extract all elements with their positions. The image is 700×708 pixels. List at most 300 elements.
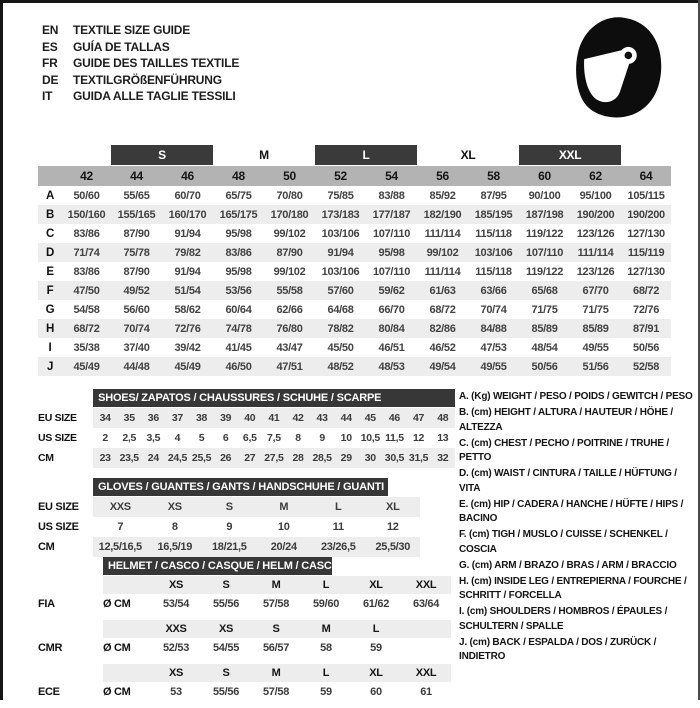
helmet-icon <box>571 15 665 128</box>
measure-value: 83/86 <box>73 265 100 278</box>
size-label-58: 58 <box>468 166 519 186</box>
shoes-value: 13 <box>437 432 449 444</box>
diameter-unit-label: Ø CM <box>103 686 131 698</box>
measure-value: 54/58 <box>73 303 100 316</box>
measure-value: 150/160 <box>62 205 111 224</box>
shoes-row-label: CM <box>38 452 54 464</box>
shoes-value: 23,5 <box>117 448 141 468</box>
legend-line: H. (cm) INSIDE LEG / ENTREPIERNA / FOURCHE / <box>459 575 687 587</box>
measure-value: 72/76 <box>162 319 213 338</box>
row-letter-f: F <box>38 281 62 300</box>
helmet-sizes-spacer <box>38 576 103 594</box>
helmet-values-row-ece <box>38 682 451 702</box>
measure-value: 66/70 <box>378 303 405 316</box>
helmet-values-row-fia <box>38 594 451 614</box>
legend-item-f <box>459 528 697 557</box>
measure-value: 37/40 <box>123 341 150 354</box>
measure-value: 64/68 <box>327 303 354 316</box>
legend-line: D. (cm) WAIST / CINTURA / TAILLE / HÜFTUNG / VITA <box>459 468 677 494</box>
main-table-corner <box>38 145 62 166</box>
size-group-xxl <box>519 145 621 166</box>
legend-item-h <box>459 575 697 604</box>
measure-value: 111/114 <box>424 265 461 278</box>
helmet-value: 61/62 <box>362 598 390 610</box>
measure-value: 46/50 <box>213 357 264 376</box>
measure-value: 95/98 <box>225 265 252 278</box>
gloves-value: 7 <box>117 521 124 533</box>
measure-value: 55/58 <box>264 281 315 300</box>
gloves-bar-spacer <box>38 478 93 497</box>
helmet-value: 63/64 <box>413 598 440 610</box>
measure-value: 35/38 <box>73 341 100 354</box>
measure-value: 95/100 <box>579 189 612 202</box>
size-group-xl <box>417 145 519 166</box>
measure-value: 182/190 <box>417 205 468 224</box>
shoes-value: 34 <box>93 408 117 428</box>
gloves-value: L <box>311 497 366 517</box>
shoes-value: 26 <box>214 448 238 468</box>
measure-value: 49/54 <box>417 357 468 376</box>
helmet-value: 57/58 <box>262 686 290 698</box>
measure-value: 60/70 <box>174 189 201 202</box>
measure-value: 187/198 <box>519 205 570 224</box>
shoes-row-eu-size <box>38 408 455 428</box>
measure-row-a <box>38 186 671 205</box>
gloves-size-table <box>38 478 420 557</box>
measure-value: 48/53 <box>366 357 417 376</box>
gloves-section-title: GLOVES / GUANTES / GANTS / HANDSCHUHE / GUANTI <box>93 478 388 496</box>
gloves-row-us-size <box>38 517 420 537</box>
standard-label-fia: FIA <box>38 598 55 610</box>
measure-value: 115/119 <box>621 243 671 262</box>
lang-code: EN <box>42 23 59 37</box>
helmet-size-label: M <box>251 576 301 594</box>
legend-line: SCHULTERN / SPALLE <box>459 620 564 632</box>
measure-value: 111/114 <box>424 227 461 240</box>
helmet-sizes-row-ece <box>38 664 451 682</box>
measure-value: 56/60 <box>123 303 150 316</box>
helmet-value: 54/55 <box>212 642 240 654</box>
measure-value: 41/45 <box>225 341 252 354</box>
measure-value: 46/51 <box>378 341 405 354</box>
gloves-row-label: US SIZE <box>38 521 79 533</box>
size-group-label-xxl: XXL <box>519 145 621 165</box>
shoes-value: 24,5 <box>165 448 189 468</box>
lang-row-en <box>42 22 239 39</box>
legend-line: E. (cm) HIP / CADERA / HANCHE / HÜFTE / HIPS / BACINO <box>459 498 684 524</box>
size-label-64: 64 <box>621 166 671 186</box>
shoes-value: 2,5 <box>122 432 137 444</box>
gloves-value: 16,5/19 <box>148 537 203 557</box>
measure-value: 45/49 <box>62 357 111 376</box>
helmet-value: 52/53 <box>162 642 190 654</box>
helmet-size-label: S <box>201 664 251 682</box>
helmet-value: 56/57 <box>262 642 290 654</box>
shoes-value: 2 <box>102 432 108 444</box>
measure-value: 115/118 <box>475 265 512 278</box>
helmet-sizes-spacer <box>38 620 103 638</box>
lang-row-de <box>42 72 239 89</box>
size-label-46: 46 <box>162 166 213 186</box>
measure-row-h <box>38 319 671 338</box>
measure-value: 111/114 <box>570 243 621 262</box>
shoes-value: 28 <box>286 448 310 468</box>
helmet-size-label: XL <box>351 664 401 682</box>
measurement-legend <box>459 390 697 666</box>
shoes-value: 48 <box>431 408 455 428</box>
size-row-spacer <box>38 166 62 186</box>
shoes-value: 25,5 <box>190 448 214 468</box>
measure-value: 177/187 <box>366 205 417 224</box>
measure-value: 44/48 <box>111 357 162 376</box>
measure-value: 83/88 <box>378 189 405 202</box>
gloves-row-eu-size <box>38 497 420 517</box>
size-label-60: 60 <box>519 166 570 186</box>
measure-value: 47/53 <box>480 341 507 354</box>
measure-value: 190/200 <box>570 205 621 224</box>
size-group-label-s: S <box>111 145 213 165</box>
measure-row-d <box>38 243 671 262</box>
standard-label-ece: ECE <box>38 686 60 698</box>
shoes-value: 40 <box>238 408 262 428</box>
measure-value: 91/94 <box>174 265 201 278</box>
shoes-value: 44 <box>334 408 358 428</box>
shoes-value: 45 <box>358 408 382 428</box>
legend-line: B. (cm) HEIGHT / ALTURA / HAUTEUR / HÖHE / ALTEZZA <box>459 407 674 433</box>
measure-value: 95/98 <box>225 227 252 240</box>
shoes-value: 46 <box>382 408 406 428</box>
lang-code: FR <box>42 56 58 70</box>
size-group-s <box>111 145 213 166</box>
measure-value: 39/42 <box>174 341 201 354</box>
measure-value: 107/110 <box>519 243 570 262</box>
helmet-size-label: XXS <box>151 620 201 638</box>
gloves-value: 18/21,5 <box>202 537 257 557</box>
measure-value: 115/118 <box>475 227 512 240</box>
measure-value: 59/62 <box>366 281 417 300</box>
measure-value: 160/170 <box>162 205 213 224</box>
measure-value: 170/180 <box>264 205 315 224</box>
shoes-value: 38 <box>190 408 214 428</box>
size-label-42: 42 <box>62 166 111 186</box>
shoes-value: 10,5 <box>360 432 380 444</box>
row-letter-c: C <box>45 227 54 240</box>
measure-value: 71/74 <box>62 243 111 262</box>
measure-value: 87/90 <box>123 265 150 278</box>
row-letter-e: E <box>46 265 54 278</box>
shoes-value: 4 <box>174 432 181 444</box>
measure-value: 47/51 <box>264 357 315 376</box>
legend-item-e <box>459 498 697 527</box>
lang-code: ES <box>42 39 58 54</box>
measure-value: 91/94 <box>174 227 201 240</box>
measure-value: 165/175 <box>213 205 264 224</box>
shoes-value: 28,5 <box>310 448 334 468</box>
shoes-value: 32 <box>431 448 455 468</box>
shoes-value: 5 <box>198 432 205 444</box>
measure-value: 173/183 <box>315 205 366 224</box>
measure-value: 119/122 <box>526 227 564 240</box>
lang-title: TEXTILE SIZE GUIDE <box>73 23 191 37</box>
size-label-52: 52 <box>315 166 366 186</box>
measure-value: 84/88 <box>468 319 519 338</box>
measure-row-c <box>38 224 671 243</box>
measure-value: 48/52 <box>315 357 366 376</box>
measure-value: 90/100 <box>528 189 561 202</box>
measure-value: 51/56 <box>570 357 621 376</box>
legend-line: A. (Kg) WEIGHT / PESO / POIDS / GEWITCH / PESO <box>459 391 693 402</box>
measure-row-j <box>38 357 671 376</box>
shoes-value: 3,5 <box>146 432 161 444</box>
shoes-value: 37 <box>165 408 189 428</box>
textile-size-table <box>38 145 671 376</box>
shoes-value: 30 <box>358 448 382 468</box>
lang-code: IT <box>42 89 53 103</box>
measure-value: 103/106 <box>321 227 360 240</box>
numeric-size-row <box>38 166 671 186</box>
measure-value: 75/85 <box>327 189 354 202</box>
measure-value: 68/72 <box>429 303 456 316</box>
helmet-value: 59 <box>370 642 382 654</box>
shoes-value: 30,5 <box>382 448 406 468</box>
shoes-row-us-size <box>38 428 455 448</box>
shoes-value: 35 <box>117 408 141 428</box>
measure-value: 68/72 <box>621 281 671 300</box>
legend-item-g <box>459 559 697 574</box>
measure-row-b <box>38 205 671 224</box>
gloves-row-cm <box>38 537 420 557</box>
gloves-value: 11 <box>332 521 344 533</box>
measure-value: 67/70 <box>570 281 621 300</box>
shoes-row-label: EU SIZE <box>38 412 77 424</box>
measure-value: 190/200 <box>621 205 671 224</box>
gloves-row-label: CM <box>38 541 55 553</box>
helmet-section-title: HELMET / CASCO / CASQUE / HELM / CASCO <box>103 557 332 575</box>
measure-value: 99/102 <box>273 265 306 278</box>
measure-value: 43/47 <box>276 341 303 354</box>
size-group-m <box>213 145 315 166</box>
shoes-value: 8 <box>295 432 301 444</box>
size-label-44: 44 <box>111 166 162 186</box>
row-letter-a: A <box>45 189 54 202</box>
measure-value: 82/86 <box>417 319 468 338</box>
measure-value: 127/130 <box>627 265 665 278</box>
row-letter-d: D <box>38 243 62 262</box>
shoes-bar-spacer <box>38 389 93 408</box>
shoes-value: 7,5 <box>267 432 281 444</box>
shoes-value: 9 <box>319 432 325 444</box>
legend-line: C. (cm) CHEST / PECHO / POITRINE / TRUHE / PETTO <box>459 437 669 463</box>
shoes-value: 23 <box>93 448 117 468</box>
measure-value: 155/165 <box>111 205 162 224</box>
measure-value: 76/80 <box>264 319 315 338</box>
gloves-value: XXS <box>93 497 148 517</box>
measure-value: 85/89 <box>570 319 621 338</box>
gloves-value: 25,5/30 <box>366 537 421 557</box>
gloves-value: 12 <box>386 521 399 533</box>
legend-line: J. (cm) BACK / ESPALDA / DOS / ZURÜCK / INDIETRO <box>459 636 657 662</box>
helmet-value <box>401 638 451 658</box>
measure-value: 99/102 <box>417 243 468 262</box>
page-border-top <box>0 0 700 3</box>
measure-value: 60/64 <box>225 303 252 316</box>
size-group-spacer <box>62 145 111 166</box>
measure-value: 103/106 <box>468 243 519 262</box>
helmet-value: 55/56 <box>212 686 240 698</box>
legend-line: I. (cm) SHOULDERS / HOMBROS / ÉPAULES / <box>459 606 668 617</box>
helmet-value: 57/58 <box>262 598 290 610</box>
helmet-size-label: XS <box>151 576 201 594</box>
shoes-value: 27 <box>238 448 262 468</box>
measure-value: 58/62 <box>174 303 201 316</box>
measure-value: 71/75 <box>531 303 558 316</box>
helmet-header-bar-cell <box>103 557 451 576</box>
measure-value: 85/92 <box>429 189 456 202</box>
measure-value: 103/106 <box>321 265 360 278</box>
shoes-value: 27,5 <box>262 448 286 468</box>
lang-row-it <box>42 88 239 105</box>
measure-value: 62/66 <box>276 303 303 316</box>
helmet-size-label: XXL <box>401 576 451 594</box>
measure-value: 50/60 <box>73 189 100 202</box>
legend-line: F. (cm) TIGH / MUSLO / CUISSE / SCHENKEL / COSCIA <box>459 529 668 555</box>
legend-line: G. (cm) ARM / BRAZO / BRAS / ARM / BRACCIO <box>459 559 677 571</box>
helmet-size-label <box>401 620 451 638</box>
size-label-62: 62 <box>570 166 621 186</box>
shoes-value: 24 <box>141 448 165 468</box>
measure-value: 55/65 <box>123 189 150 202</box>
measure-value: 70/80 <box>276 189 303 202</box>
row-letter-i: I <box>48 341 52 354</box>
gloves-row-label: EU SIZE <box>38 501 79 513</box>
shoes-value: 41 <box>262 408 286 428</box>
legend-item-i <box>459 605 697 634</box>
helmet-value: 53 <box>170 686 182 698</box>
row-letter-g: G <box>45 303 55 316</box>
shoes-value: 47 <box>406 408 430 428</box>
gloves-value: 9 <box>226 521 233 533</box>
lang-row-fr <box>42 55 239 72</box>
helmet-sizes-unit-spacer <box>103 576 151 594</box>
helmet-size-label: XL <box>351 576 401 594</box>
helmet-value: 55/56 <box>212 598 240 610</box>
measure-value: 49/52 <box>111 281 162 300</box>
measure-value: 72/76 <box>633 303 660 316</box>
row-letter-b: B <box>38 205 62 224</box>
helmet-sizes-row-cmr <box>38 620 451 638</box>
measure-value: 52/58 <box>621 357 671 376</box>
gloves-value: 10 <box>277 521 290 533</box>
legend-line: SCHRITT / FORCELLA <box>459 590 562 601</box>
measure-value: 87/90 <box>264 243 315 262</box>
measure-value: 107/110 <box>372 265 411 278</box>
measure-value: 70/74 <box>480 303 507 316</box>
size-group-label-l: L <box>315 145 417 165</box>
measure-value: 74/78 <box>213 319 264 338</box>
helmet-value: 53/54 <box>162 598 190 610</box>
lang-row-es <box>42 39 239 56</box>
helmet-value: 60 <box>370 686 382 698</box>
shoes-row-label: US SIZE <box>38 432 77 444</box>
measure-value: 63/66 <box>468 281 519 300</box>
shoes-value: 39 <box>214 408 238 428</box>
shoes-value: 31,5 <box>406 448 430 468</box>
shoes-value: 29 <box>334 448 358 468</box>
measure-value: 127/130 <box>627 227 665 240</box>
legend-item-d <box>459 467 697 496</box>
lang-title: TEXTILGRÖßENFÜHRUNG <box>73 72 222 87</box>
helmet-size-label: XS <box>151 664 201 682</box>
helmet-size-label: M <box>301 620 351 638</box>
helmet-size-label: S <box>201 576 251 594</box>
page-border-left <box>0 0 3 700</box>
helmet-sizes-unit-spacer <box>103 664 151 682</box>
shoes-value: 36 <box>141 408 165 428</box>
measure-value: 65/75 <box>225 189 252 202</box>
measure-value: 123/126 <box>576 227 615 240</box>
measure-row-i <box>38 338 671 357</box>
legend-item-j <box>459 636 697 665</box>
lang-title: GUIDE DES TAILLES TEXTILE <box>73 56 240 70</box>
gloves-value: XL <box>366 497 421 517</box>
measure-value: 45/50 <box>327 341 354 354</box>
helmet-sizes-row-fia <box>38 576 451 594</box>
measure-value: 45/49 <box>162 357 213 376</box>
standard-label-cmr: CMR <box>38 642 63 654</box>
measure-value: 50/56 <box>633 341 660 354</box>
diameter-unit-label: Ø CM <box>103 598 131 610</box>
helmet-size-label: L <box>351 620 401 638</box>
gloves-value: 23/26,5 <box>311 537 366 557</box>
measure-row-e <box>38 262 671 281</box>
measure-value: 107/110 <box>372 227 411 240</box>
measure-value: 61/63 <box>417 281 468 300</box>
measure-value: 46/52 <box>429 341 456 354</box>
shoes-value: 6 <box>222 432 229 444</box>
shoes-value: 12 <box>412 432 425 444</box>
shoes-row-cm <box>38 448 455 468</box>
size-group-label-m: M <box>259 148 269 162</box>
measure-value: 87/95 <box>480 189 507 202</box>
helmet-bar-spacer <box>38 557 103 576</box>
legend-item-c <box>459 437 697 466</box>
measure-value: 85/89 <box>519 319 570 338</box>
measure-value: 49/55 <box>582 341 609 354</box>
measure-value: 105/115 <box>627 189 665 202</box>
helmet-size-label: L <box>301 576 351 594</box>
measure-value: 87/91 <box>621 319 671 338</box>
size-label-48: 48 <box>213 166 264 186</box>
helmet-size-label: L <box>301 664 351 682</box>
helmet-row-spacer <box>38 702 451 708</box>
measure-value: 51/54 <box>162 281 213 300</box>
measure-value: 79/82 <box>162 243 213 262</box>
lang-title: GUIDA ALLE TAGLIE TESSILI <box>73 89 236 103</box>
helmet-sizes-unit-spacer <box>103 620 151 638</box>
helmet-size-label: M <box>251 664 301 682</box>
measure-value: 57/60 <box>315 281 366 300</box>
gloves-value: 8 <box>171 521 178 533</box>
measure-value: 70/74 <box>111 319 162 338</box>
size-group-l <box>315 145 417 166</box>
measure-row-f <box>38 281 671 300</box>
measure-value: 87/90 <box>123 227 150 240</box>
measure-value: 47/50 <box>62 281 111 300</box>
shoes-value: 11,5 <box>385 432 404 444</box>
shoes-size-table <box>38 389 455 468</box>
measure-value: 83/86 <box>73 227 100 240</box>
shoes-value: 6,5 <box>242 432 257 444</box>
